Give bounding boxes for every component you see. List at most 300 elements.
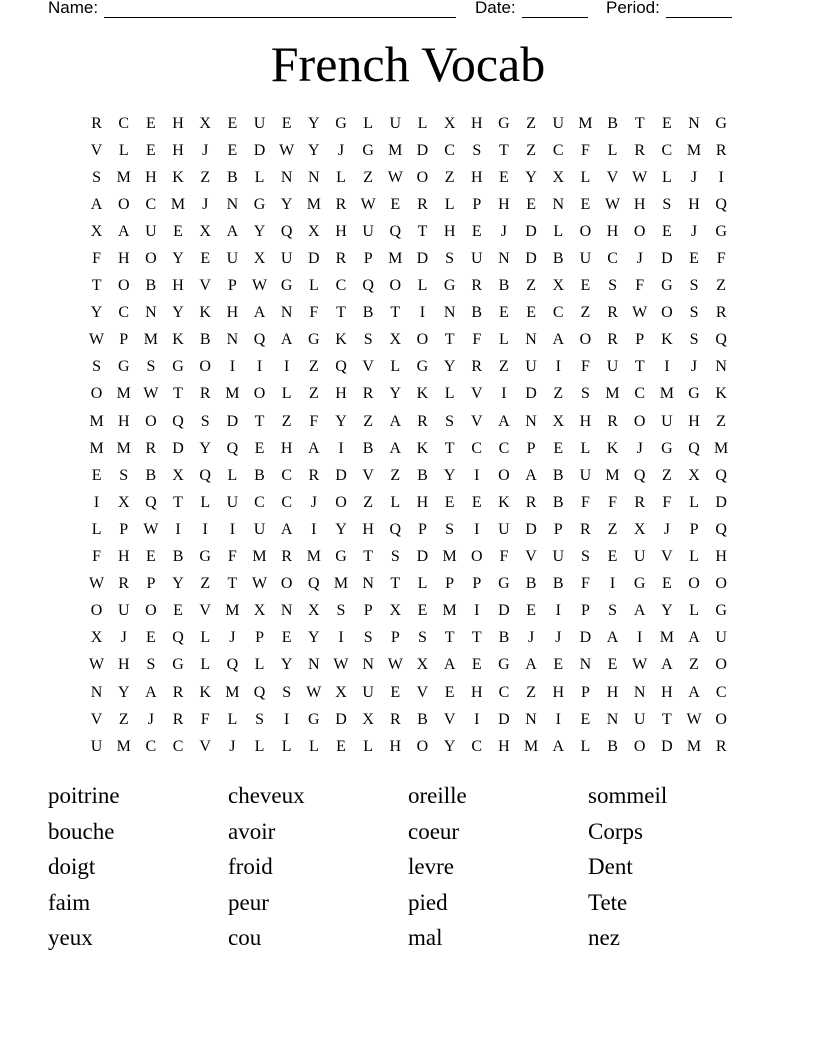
grid-letter[interactable]: N	[579, 656, 592, 674]
grid-letter[interactable]: Y	[335, 520, 347, 538]
grid-letter[interactable]: M	[225, 602, 240, 620]
grid-letter[interactable]: M	[578, 114, 593, 132]
grid-letter[interactable]: C	[335, 277, 347, 295]
grid-letter[interactable]: I	[474, 520, 480, 538]
grid-letter[interactable]: W	[251, 575, 268, 593]
grid-letter[interactable]: E	[390, 195, 401, 213]
grid-letter[interactable]: L	[444, 385, 455, 403]
grid-letter[interactable]: X	[335, 683, 347, 701]
grid-letter[interactable]: S	[363, 331, 373, 349]
grid-letter[interactable]: C	[254, 493, 265, 511]
grid-letter[interactable]: I	[555, 358, 561, 376]
name-blank-line[interactable]	[104, 1, 456, 18]
grid-letter[interactable]: U	[470, 250, 483, 268]
grid-letter[interactable]: D	[525, 250, 537, 268]
grid-letter[interactable]: F	[309, 412, 319, 430]
grid-letter[interactable]: Z	[308, 385, 319, 403]
grid-letter[interactable]: U	[633, 710, 646, 728]
grid-letter[interactable]: X	[633, 520, 646, 538]
grid-letter[interactable]: P	[472, 195, 482, 213]
grid-letter[interactable]: H	[606, 222, 619, 240]
grid-letter[interactable]: J	[527, 629, 535, 647]
grid-letter[interactable]: P	[580, 683, 590, 701]
grid-letter[interactable]: A	[90, 195, 103, 213]
grid-letter[interactable]: X	[362, 710, 374, 728]
grid-letter[interactable]: Z	[281, 412, 292, 430]
grid-letter[interactable]: G	[633, 575, 646, 593]
grid-letter[interactable]: M	[714, 439, 729, 457]
grid-letter[interactable]: S	[445, 250, 455, 268]
grid-letter[interactable]: S	[689, 331, 699, 349]
grid-letter[interactable]: G	[172, 358, 184, 376]
grid-letter[interactable]: R	[471, 277, 483, 295]
grid-letter[interactable]: R	[634, 141, 646, 159]
grid-letter[interactable]: J	[202, 195, 209, 213]
grid-letter[interactable]: D	[661, 250, 673, 268]
grid-letter[interactable]: Y	[525, 168, 537, 186]
grid-letter[interactable]: I	[609, 575, 616, 593]
grid-letter[interactable]: I	[93, 493, 100, 511]
grid-letter[interactable]: R	[607, 304, 618, 322]
grid-letter[interactable]: V	[362, 466, 374, 484]
grid-letter[interactable]: L	[607, 141, 618, 159]
grid-letter[interactable]: B	[172, 548, 184, 566]
grid-letter[interactable]: E	[471, 222, 482, 240]
grid-letter[interactable]: S	[390, 548, 400, 566]
grid-letter[interactable]: T	[336, 304, 346, 322]
grid-letter[interactable]: X	[389, 331, 402, 349]
grid-letter[interactable]: Y	[90, 304, 103, 322]
grid-letter[interactable]: I	[637, 629, 643, 647]
grid-letter[interactable]: L	[308, 737, 319, 755]
grid-letter[interactable]: Y	[253, 222, 266, 240]
grid-letter[interactable]: S	[200, 412, 210, 430]
grid-letter[interactable]: H	[389, 737, 402, 755]
grid-letter[interactable]: M	[686, 141, 702, 159]
grid-letter[interactable]: H	[117, 656, 130, 674]
grid-letter[interactable]: Z	[499, 358, 509, 376]
grid-letter[interactable]: R	[471, 358, 483, 376]
grid-letter[interactable]: K	[172, 331, 184, 349]
grid-letter[interactable]: M	[442, 602, 457, 620]
grid-letter[interactable]: I	[555, 710, 561, 728]
grid-letter[interactable]: O	[579, 331, 592, 349]
grid-letter[interactable]: Y	[308, 629, 320, 647]
grid-letter[interactable]: B	[145, 277, 157, 295]
grid-letter[interactable]: M	[143, 331, 158, 349]
grid-letter[interactable]: R	[172, 683, 184, 701]
grid-letter[interactable]: R	[417, 195, 428, 213]
grid-letter[interactable]: G	[498, 656, 510, 674]
grid-letter[interactable]: O	[715, 710, 727, 728]
grid-letter[interactable]: F	[499, 548, 509, 566]
grid-letter[interactable]: N	[498, 250, 510, 268]
grid-letter[interactable]: E	[390, 683, 401, 701]
grid-letter[interactable]: H	[661, 683, 673, 701]
grid-letter[interactable]: J	[202, 141, 209, 159]
grid-letter[interactable]: B	[417, 466, 428, 484]
grid-letter[interactable]: E	[254, 439, 265, 457]
grid-letter[interactable]: A	[633, 602, 646, 620]
grid-letter[interactable]: U	[525, 358, 537, 376]
grid-letter[interactable]: N	[280, 602, 293, 620]
grid-letter[interactable]: R	[172, 710, 184, 728]
grid-letter[interactable]: E	[200, 250, 211, 268]
grid-letter[interactable]: S	[445, 520, 455, 538]
grid-letter[interactable]: S	[608, 602, 617, 620]
grid-letter[interactable]: L	[227, 466, 238, 484]
grid-letter[interactable]: R	[308, 466, 320, 484]
grid-letter[interactable]: P	[363, 250, 373, 268]
grid-letter[interactable]: V	[443, 710, 456, 728]
grid-letter[interactable]: F	[309, 304, 319, 322]
grid-letter[interactable]: H	[172, 114, 184, 132]
grid-letter[interactable]: W	[632, 304, 648, 322]
grid-letter[interactable]: S	[363, 629, 373, 647]
grid-letter[interactable]: R	[715, 304, 727, 322]
grid-letter[interactable]: T	[471, 629, 482, 647]
grid-letter[interactable]: C	[281, 466, 292, 484]
grid-letter[interactable]: U	[145, 222, 157, 240]
grid-letter[interactable]: V	[90, 710, 103, 728]
grid-letter[interactable]: J	[147, 710, 154, 728]
grid-letter[interactable]: U	[552, 114, 565, 132]
grid-letter[interactable]: D	[416, 250, 429, 268]
grid-letter[interactable]: O	[253, 385, 266, 403]
grid-letter[interactable]: C	[281, 493, 292, 511]
grid-letter[interactable]: B	[362, 439, 374, 457]
grid-letter[interactable]: E	[689, 250, 699, 268]
grid-letter[interactable]: O	[389, 277, 402, 295]
grid-letter[interactable]: A	[443, 656, 456, 674]
grid-letter[interactable]: R	[199, 385, 211, 403]
grid-letter[interactable]: N	[145, 304, 157, 322]
grid-letter[interactable]: X	[443, 114, 456, 132]
grid-letter[interactable]: A	[525, 466, 537, 484]
grid-letter[interactable]: H	[172, 141, 184, 159]
grid-letter[interactable]: O	[145, 602, 157, 620]
grid-letter[interactable]: H	[226, 304, 239, 322]
grid-letter[interactable]: A	[253, 304, 266, 322]
grid-letter[interactable]: K	[661, 331, 673, 349]
grid-letter[interactable]: R	[281, 548, 292, 566]
grid-letter[interactable]: Z	[200, 575, 211, 593]
grid-letter[interactable]: S	[445, 412, 455, 430]
grid-letter[interactable]: Z	[363, 168, 374, 186]
grid-letter[interactable]: L	[254, 737, 265, 755]
grid-letter[interactable]: Q	[335, 358, 347, 376]
grid-letter[interactable]: H	[498, 195, 510, 213]
grid-letter[interactable]: S	[689, 277, 699, 295]
grid-letter[interactable]: A	[389, 439, 402, 457]
grid-letter[interactable]: N	[90, 683, 103, 701]
grid-letter[interactable]: G	[335, 114, 347, 132]
grid-letter[interactable]: L	[417, 114, 428, 132]
grid-letter[interactable]: J	[636, 250, 643, 268]
grid-letter[interactable]: P	[255, 629, 264, 647]
grid-letter[interactable]: K	[335, 331, 347, 349]
grid-letter[interactable]: L	[689, 602, 699, 620]
grid-letter[interactable]: E	[661, 575, 672, 593]
grid-letter[interactable]: T	[634, 114, 645, 132]
grid-letter[interactable]: Y	[308, 114, 320, 132]
grid-letter[interactable]: X	[117, 493, 130, 511]
grid-letter[interactable]: J	[310, 493, 317, 511]
grid-letter[interactable]: S	[255, 710, 264, 728]
grid-letter[interactable]: M	[605, 385, 620, 403]
grid-letter[interactable]: B	[552, 575, 564, 593]
grid-letter[interactable]: F	[92, 250, 102, 268]
grid-letter[interactable]: K	[416, 385, 429, 403]
grid-letter[interactable]: O	[416, 168, 429, 186]
grid-letter[interactable]: V	[470, 412, 483, 430]
grid-letter[interactable]: R	[91, 114, 102, 132]
grid-letter[interactable]: X	[253, 602, 266, 620]
grid-letter[interactable]: U	[253, 520, 266, 538]
grid-letter[interactable]: R	[389, 710, 401, 728]
grid-letter[interactable]: P	[146, 575, 156, 593]
grid-letter[interactable]: I	[202, 520, 208, 538]
grid-letter[interactable]: Y	[443, 358, 456, 376]
grid-letter[interactable]: S	[689, 304, 699, 322]
grid-letter[interactable]: G	[199, 548, 211, 566]
grid-letter[interactable]: P	[119, 331, 129, 349]
grid-letter[interactable]: E	[526, 195, 536, 213]
grid-letter[interactable]: D	[525, 520, 537, 538]
grid-letter[interactable]: E	[553, 439, 564, 457]
grid-letter[interactable]: B	[199, 331, 211, 349]
grid-letter[interactable]: L	[580, 168, 591, 186]
grid-letter[interactable]: H	[335, 385, 347, 403]
grid-letter[interactable]: Z	[526, 683, 536, 701]
grid-letter[interactable]: K	[715, 385, 727, 403]
grid-letter[interactable]: L	[281, 385, 292, 403]
grid-letter[interactable]: M	[306, 548, 321, 566]
grid-letter[interactable]: O	[715, 575, 727, 593]
grid-letter[interactable]: U	[226, 493, 239, 511]
grid-letter[interactable]: R	[715, 141, 727, 159]
grid-letter[interactable]: E	[499, 304, 509, 322]
grid-letter[interactable]: U	[715, 629, 727, 647]
grid-letter[interactable]: X	[253, 250, 266, 268]
grid-letter[interactable]: F	[662, 493, 672, 511]
grid-letter[interactable]: T	[444, 629, 455, 647]
word-search-grid[interactable]	[83, 110, 735, 760]
grid-letter[interactable]: I	[229, 520, 236, 538]
grid-letter[interactable]: A	[688, 683, 700, 701]
grid-letter[interactable]: E	[173, 222, 183, 240]
grid-letter[interactable]: A	[389, 412, 402, 430]
grid-letter[interactable]: U	[579, 466, 592, 484]
grid-letter[interactable]: D	[525, 385, 537, 403]
grid-letter[interactable]: A	[688, 629, 700, 647]
grid-letter[interactable]: I	[338, 629, 344, 647]
grid-letter[interactable]: D	[253, 141, 266, 159]
grid-letter[interactable]: I	[256, 358, 263, 376]
grid-letter[interactable]: I	[284, 358, 290, 376]
grid-letter[interactable]: U	[633, 548, 646, 566]
grid-letter[interactable]: W	[632, 168, 648, 186]
grid-letter[interactable]: P	[635, 331, 645, 349]
grid-letter[interactable]: Q	[688, 439, 700, 457]
grid-letter[interactable]: W	[686, 710, 702, 728]
grid-letter[interactable]: M	[116, 385, 131, 403]
grid-letter[interactable]: O	[117, 277, 130, 295]
grid-letter[interactable]: V	[470, 385, 483, 403]
grid-letter[interactable]: G	[335, 548, 347, 566]
grid-letter[interactable]: X	[389, 602, 402, 620]
grid-letter[interactable]: Q	[389, 520, 402, 538]
grid-letter[interactable]: I	[718, 168, 724, 186]
grid-letter[interactable]: X	[90, 222, 103, 240]
grid-letter[interactable]: Q	[715, 195, 727, 213]
grid-letter[interactable]: T	[444, 331, 455, 349]
grid-letter[interactable]: C	[634, 385, 646, 403]
grid-letter[interactable]: E	[499, 168, 509, 186]
grid-letter[interactable]: I	[474, 602, 480, 620]
grid-letter[interactable]: W	[306, 683, 322, 701]
grid-letter[interactable]: U	[362, 222, 374, 240]
grid-letter[interactable]: R	[634, 493, 646, 511]
grid-letter[interactable]: O	[335, 493, 347, 511]
grid-letter[interactable]: Z	[716, 277, 727, 295]
grid-letter[interactable]: G	[688, 385, 700, 403]
grid-letter[interactable]: L	[363, 114, 374, 132]
grid-letter[interactable]: W	[333, 656, 349, 674]
grid-letter[interactable]: Q	[633, 466, 646, 484]
grid-letter[interactable]: O	[498, 466, 510, 484]
grid-letter[interactable]: U	[253, 114, 266, 132]
grid-letter[interactable]: E	[526, 304, 536, 322]
grid-letter[interactable]: H	[470, 114, 483, 132]
grid-letter[interactable]: G	[280, 277, 293, 295]
grid-letter[interactable]: L	[499, 331, 509, 349]
grid-letter[interactable]: M	[306, 195, 321, 213]
grid-letter[interactable]: Y	[389, 385, 402, 403]
grid-letter[interactable]: L	[444, 195, 455, 213]
grid-letter[interactable]: H	[280, 439, 293, 457]
grid-letter[interactable]: U	[226, 250, 239, 268]
grid-letter[interactable]: E	[580, 195, 591, 213]
grid-letter[interactable]: X	[552, 168, 565, 186]
grid-letter[interactable]: Q	[280, 222, 293, 240]
grid-letter[interactable]: H	[552, 683, 565, 701]
grid-letter[interactable]: V	[199, 277, 211, 295]
grid-letter[interactable]: Z	[200, 168, 211, 186]
grid-letter[interactable]: E	[444, 493, 455, 511]
grid-letter[interactable]: L	[200, 656, 211, 674]
grid-letter[interactable]: C	[661, 141, 673, 159]
grid-letter[interactable]: M	[252, 548, 267, 566]
name-field[interactable]	[48, 0, 456, 18]
grid-letter[interactable]: F	[200, 710, 210, 728]
grid-letter[interactable]: Z	[363, 412, 374, 430]
grid-letter[interactable]: F	[635, 277, 645, 295]
grid-letter[interactable]: J	[555, 629, 562, 647]
grid-letter[interactable]: H	[145, 168, 157, 186]
grid-letter[interactable]: I	[175, 520, 181, 538]
grid-letter[interactable]: B	[552, 250, 564, 268]
grid-letter[interactable]: O	[280, 575, 293, 593]
grid-letter[interactable]: A	[661, 656, 673, 674]
grid-letter[interactable]: B	[254, 466, 265, 484]
grid-letter[interactable]: M	[523, 737, 539, 755]
grid-letter[interactable]: G	[498, 575, 510, 593]
grid-letter[interactable]: E	[281, 629, 292, 647]
grid-letter[interactable]: D	[226, 412, 239, 430]
grid-letter[interactable]: J	[229, 629, 236, 647]
grid-letter[interactable]: M	[333, 575, 349, 593]
grid-letter[interactable]: O	[90, 602, 103, 620]
grid-letter[interactable]: G	[715, 222, 727, 240]
grid-letter[interactable]: R	[580, 520, 591, 538]
grid-letter[interactable]: V	[416, 683, 429, 701]
grid-letter[interactable]: C	[498, 683, 510, 701]
grid-letter[interactable]: B	[525, 575, 537, 593]
grid-letter[interactable]: F	[716, 250, 726, 268]
grid-letter[interactable]: H	[470, 683, 483, 701]
grid-letter[interactable]: S	[608, 277, 617, 295]
grid-letter[interactable]: L	[390, 493, 401, 511]
grid-letter[interactable]: Z	[526, 141, 536, 159]
grid-letter[interactable]: J	[663, 520, 670, 538]
grid-letter[interactable]: W	[279, 141, 295, 159]
grid-letter[interactable]: P	[119, 520, 129, 538]
grid-letter[interactable]: B	[607, 114, 618, 132]
grid-letter[interactable]: L	[417, 277, 428, 295]
grid-letter[interactable]: N	[226, 195, 239, 213]
grid-letter[interactable]: O	[416, 737, 429, 755]
grid-letter[interactable]: W	[360, 195, 376, 213]
grid-letter[interactable]: E	[661, 222, 672, 240]
grid-letter[interactable]: L	[336, 168, 346, 186]
grid-letter[interactable]: M	[170, 195, 186, 213]
grid-letter[interactable]: Y	[280, 195, 293, 213]
grid-letter[interactable]: S	[418, 629, 427, 647]
grid-letter[interactable]: L	[118, 141, 129, 159]
grid-letter[interactable]: J	[337, 141, 345, 159]
grid-letter[interactable]: M	[116, 168, 131, 186]
grid-letter[interactable]: O	[470, 548, 483, 566]
grid-letter[interactable]: N	[715, 358, 727, 376]
grid-letter[interactable]: N	[525, 710, 537, 728]
grid-letter[interactable]: M	[89, 412, 104, 430]
grid-letter[interactable]: U	[579, 250, 592, 268]
grid-letter[interactable]: I	[338, 439, 344, 457]
grid-letter[interactable]: Q	[226, 656, 239, 674]
grid-letter[interactable]: E	[471, 656, 482, 674]
grid-letter[interactable]: E	[580, 277, 591, 295]
grid-letter[interactable]: Y	[172, 250, 184, 268]
grid-letter[interactable]: W	[387, 656, 403, 674]
grid-letter[interactable]: B	[498, 277, 510, 295]
grid-letter[interactable]: N	[362, 656, 374, 674]
grid-letter[interactable]: P	[445, 575, 455, 593]
grid-letter[interactable]: B	[607, 737, 618, 755]
grid-letter[interactable]: O	[90, 385, 103, 403]
grid-letter[interactable]: Z	[526, 277, 536, 295]
grid-letter[interactable]: Q	[715, 331, 727, 349]
grid-letter[interactable]: L	[308, 277, 319, 295]
grid-letter[interactable]: A	[498, 412, 510, 430]
grid-letter[interactable]: W	[387, 168, 403, 186]
grid-letter[interactable]: Y	[199, 439, 211, 457]
grid-letter[interactable]: Y	[172, 304, 184, 322]
grid-letter[interactable]: F	[580, 575, 590, 593]
grid-letter[interactable]: L	[254, 168, 265, 186]
grid-letter[interactable]: O	[145, 412, 157, 430]
grid-letter[interactable]: S	[472, 141, 482, 159]
